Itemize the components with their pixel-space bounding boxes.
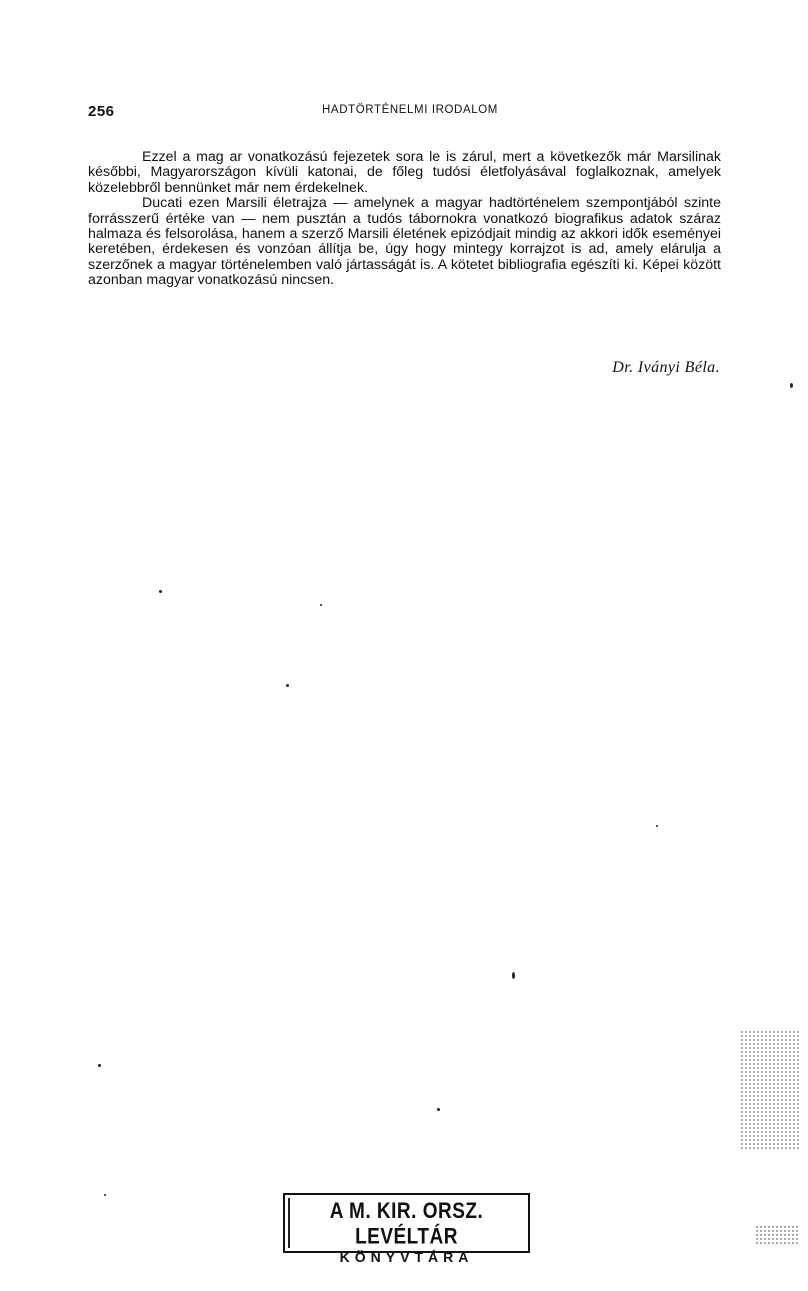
running-head: HADTÖRTÉNELMI IRODALOM	[322, 104, 498, 116]
scan-speck	[159, 590, 162, 593]
scan-speck	[512, 972, 515, 979]
scan-texture	[755, 1225, 800, 1245]
scan-speck	[656, 825, 658, 827]
scan-speck	[320, 604, 322, 606]
library-stamp	[283, 1193, 530, 1265]
scan-speck	[98, 1064, 101, 1067]
stamp-line-1: A M. KIR. ORSZ. LEVÉLTÁR	[329, 1199, 484, 1250]
paragraph-2: Ducati ezen Marsili életrajza — amelynek a magyar hadtörténelem szempontjából szinte forrásszerű értéke van — nem pusztán a tudós tábornokra vonatkozó biografikus adatok száraz halmaza és felsorolása, hanem a szerző Marsili életének epizódjait mindig az akkori idők eseményei keretében, érdekesen és vonzóan állítja be, úgy hogy mintegy korrajzot is ad, amely elárulja a szerzőnek a magyar történelemben való jártasságát is. A kötetet bibliografia egészíti ki. Képei között azonban magyar vonatkozású nincsen.	[88, 195, 721, 289]
scan-speck	[437, 1108, 440, 1111]
author-signature: Dr. Iványi Béla.	[612, 359, 720, 376]
scan-speck	[790, 383, 793, 388]
scan-texture	[740, 1030, 800, 1150]
article-body	[88, 150, 721, 289]
paragraph-1: Ezzel a mag ar vonatkozású fejezetek sora le is zárul, mert a következők már Marsilinak későbbi, Magyarországon kívüli katonai, de főleg tudósi életfolyásával foglalkoznak, amelyek közelebbről bennünket már nem érdekelnek.	[88, 149, 721, 196]
scan-speck	[286, 684, 289, 687]
stamp-line-2: KÖNYVTÁRA	[339, 1249, 474, 1265]
page-number: 256	[88, 103, 115, 120]
scan-speck	[104, 1194, 106, 1196]
